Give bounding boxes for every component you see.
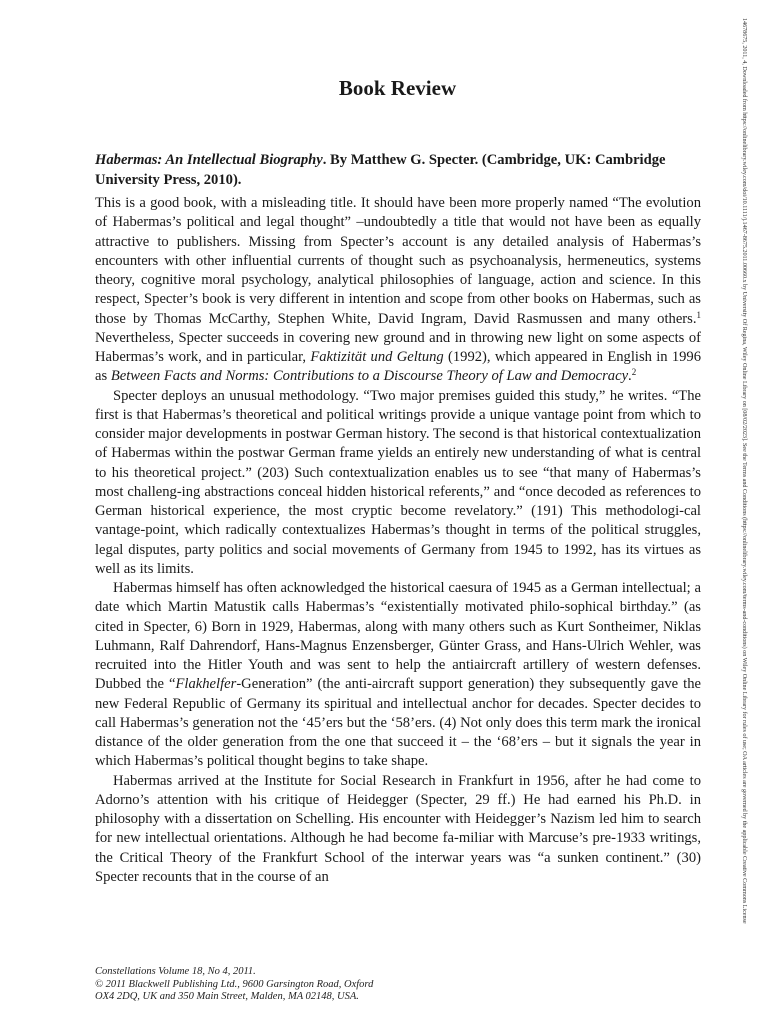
publisher-line: © 2011 Blackwell Publishing Ltd., 9600 Garsington Road, Oxford: [95, 978, 374, 990]
paragraph-1-text-b: Nevertheless, Specter succeeds in covering new ground and in throwing new light on some aspects of Habermas’s work, and in particular,: [95, 329, 701, 365]
footnote-ref-2[interactable]: 2: [631, 367, 637, 378]
paragraph-1-text-c: (1992), which appeared in English in 1996 as: [95, 349, 702, 385]
paragraph-4: Habermas arrived at the Institute for Social Research in Frankfurt in 1956, after he had come to Adorno’s attention with his critique of Heidegger (Specter, 29 ff.) He had earned his Ph.D. in philosophy with a dissertation on Schelling. His encounter with Heidegger’s Nazism led him to search for new intellectual orientations. Although he had become fa-miliar with Marcuse’s pre-1933 writings, the Critical Theory of the Frankfurt School of the interwar years was “a sunken continent.” (30) Specter recounts that in the course of an: [95, 772, 701, 885]
paragraph-1-text-d: .: [628, 368, 632, 385]
download-notice-text: 14678675, 2011, 4, Downloaded from https://onlinelibrary.wiley.com/doi/10.1111/j.1467-8675.2011.00660.x by University Of Regina, Wiley Online Library on [08/02/2023]. See the Terms and Conditions (https://onlinelibrary.wiley.com/terms-and-conditions) on Wiley Online Library for rules of use; OA articles are governed by the applicable Creative Commons License: [741, 18, 748, 924]
between-facts-title: Between Facts and Norms: Contributions to a Discourse Theory of Law and Democracy: [110, 368, 629, 385]
paragraph-1-text-a: This is a good book, with a misleading title. It should have been more properly named “The evolution of Habermas’s political and legal thought” –undoubtedly a title that would not have been as equally attractive to publishers. Missing from Specter’s account is any detailed analysis of Habermas’s encounters with other influential currents of thought such as psychoanalysis, hermeneutics, systems theory, cognitive moral psychology, analytical philosophies of language, action and science. In this respect, Specter’s book is very different in intention and scope from other books on Habermas, such as those by Thomas McCarthy, Stephen White, David Ingram, David Rasmussen and many others.: [95, 195, 701, 327]
book-title: Habermas: An Intellectual Biography: [95, 152, 323, 168]
journal-volume: Constellations Volume 18, No 4, 2011.: [95, 966, 256, 977]
book-citation: [95, 150, 701, 190]
paragraph-3: [95, 579, 701, 772]
review-body: [95, 194, 701, 887]
book-details: . By Matthew G. Specter. (Cambridge, UK: Cambridge University Press, 2010).: [95, 152, 666, 188]
publisher-address: OX4 2DQ, UK and 350 Main Street, Malden, MA 02148, USA.: [95, 991, 359, 1002]
paragraph-3-text-a: Habermas himself has often acknowledged the historical caesura of 1945 as a German intellectual; a date which Martin Matustik calls Habermas’s “existentially motivated philo-sophical birthday.” (as cited in Specter, 6) Born in 1929, Habermas, along with many others such as Kurt Sontheimer, Niklas Luhmann, Ralf Dahrendorf, Hans-Magnus Enzensberger, Günter Grass, and Hans-Ulrich Wehler, was recruited into the Hitler Youth and was sent to help the antiaircraft artillery of western defenses. Dubbed the “: [95, 580, 701, 693]
page-title: Book Review: [338, 76, 457, 100]
paragraph-1: [95, 194, 701, 387]
footnote-ref-1[interactable]: 1: [696, 309, 701, 320]
journal-footer: [95, 966, 373, 1004]
paragraph-2: Specter deploys an unusual methodology. “Two major premises guided this study,” he writes. “The first is that Habermas’s theoretical and political writings provide a unique vantage point from which to consider major developments in postwar German history. The second is that historical contextualization of Habermas within the postwar German frame yields an entirely new understanding of what is central to his theoretical project.” (203) Such contextualization enables us to see “that many of Habermas’s most challeng-ing abstractions conceal hidden historical referents,” and “once decoded as references to German historical experience, the most cryptic become revelatory.” (191) This methodologi-cal vantage-point, which radically contextualizes Habermas’s thought in terms of the political struggles, legal disputes, party politics and social movements of Germany from 1945 to 1992, has its virtues as well as its limits.: [95, 387, 701, 577]
faktizitat-title: Faktizität und Geltung: [310, 349, 444, 365]
flakhelfer-term: Flakhelfer: [175, 676, 237, 693]
download-notice: [737, 18, 751, 1018]
paragraph-3-text-b: -Generation” (the anti-aircraft support generation) they subsequently gave the new Federal Republic of Germany its spiritual and intellectual anchor for decades. Specter decides to call Habermas’s generation not the ‘45’ers but the ‘58’ers. (4) Not only does this term mark the ironical distance of the older generation from the one that succeed it – the ‘68’ers – but it signals the year in which Habermas’s political thought begins to take shape.: [95, 676, 701, 770]
